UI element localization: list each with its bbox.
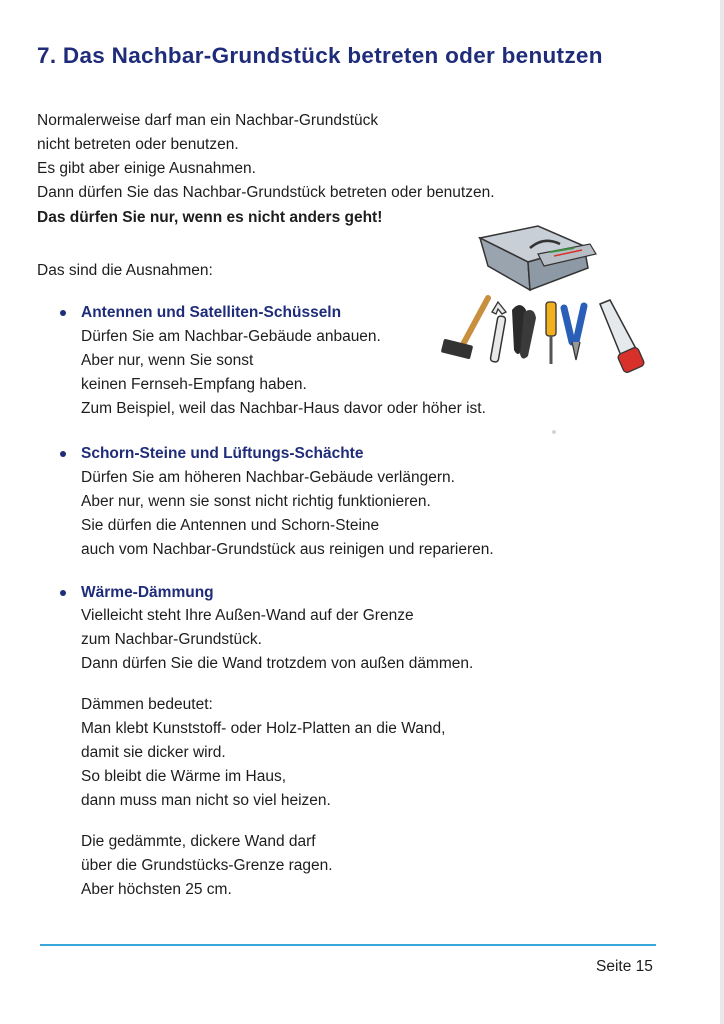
section-line: Dämmen bedeutet: — [81, 696, 213, 713]
intro-line: nicht betreten oder benutzen. — [37, 136, 239, 153]
saw-icon — [600, 300, 645, 374]
section-line: Man klebt Kunststoff- oder Holz-Platten an die Wand, — [81, 720, 446, 737]
screwdriver-icon — [546, 302, 556, 364]
paper-speck — [552, 430, 556, 434]
page-title: 7. Das Nachbar-Grundstück betreten oder benutzen — [37, 43, 603, 68]
section-line: Dürfen Sie am höheren Nachbar-Gebäude verlängern. — [81, 469, 455, 486]
section-line: Zum Beispiel, weil das Nachbar-Haus davor oder höher ist. — [81, 400, 486, 417]
section-line: Die gedämmte, dickere Wand darf — [81, 833, 316, 850]
section-title-waermedaemmung: Wärme-Dämmung — [81, 584, 214, 601]
section-line: Dann dürfen Sie die Wand trotzdem von außen dämmen. — [81, 655, 474, 672]
intro-line: Es gibt aber einige Ausnahmen. — [37, 160, 256, 177]
intro-line: Normalerweise darf man ein Nachbar-Grundstück — [37, 112, 379, 129]
section-title-schornsteine: Schorn-Steine und Lüftungs-Schächte — [81, 445, 364, 462]
page-number: Seite 15 — [596, 958, 653, 975]
bullet-icon — [60, 310, 66, 316]
exceptions-label: Das sind die Ausnahmen: — [37, 262, 213, 279]
toolbox-with-tools-icon — [438, 224, 648, 380]
wrench-icon — [490, 302, 506, 362]
section-line: dann muss man nicht so viel heizen. — [81, 792, 331, 809]
intro-emphasis: Das dürfen Sie nur, wenn es nicht anders geht! — [37, 209, 383, 226]
page-edge — [720, 0, 724, 1024]
toolbox-icon — [480, 226, 596, 290]
section-line: Sie dürfen die Antennen und Schorn-Steine — [81, 517, 380, 534]
section-line: auch vom Nachbar-Grundstück aus reinigen und reparieren. — [81, 541, 494, 558]
section-line: keinen Fernseh-Empfang haben. — [81, 376, 307, 393]
section-line: zum Nachbar-Grundstück. — [81, 631, 262, 648]
section-title-antennen: Antennen und Satelliten-Schüsseln — [81, 304, 342, 321]
pincers-icon — [512, 305, 536, 359]
bullet-icon — [60, 451, 66, 457]
section-line: Aber höchsten 25 cm. — [81, 881, 232, 898]
section-line: Vielleicht steht Ihre Außen-Wand auf der Grenze — [81, 607, 414, 624]
section-line: Aber nur, wenn sie sonst nicht richtig funktionieren. — [81, 493, 431, 510]
section-line: Aber nur, wenn Sie sonst — [81, 352, 254, 369]
section-line: über die Grundstücks-Grenze ragen. — [81, 857, 333, 874]
section-line: damit sie dicker wird. — [81, 744, 226, 761]
section-line: Dürfen Sie am Nachbar-Gebäude anbauen. — [81, 328, 381, 345]
hammer-icon — [441, 298, 488, 359]
pliers-icon — [564, 306, 584, 360]
footer-rule — [40, 944, 656, 946]
section-line: So bleibt die Wärme im Haus, — [81, 768, 287, 785]
intro-line: Dann dürfen Sie das Nachbar-Grundstück betreten oder benutzen. — [37, 184, 495, 201]
bullet-icon — [60, 590, 66, 596]
